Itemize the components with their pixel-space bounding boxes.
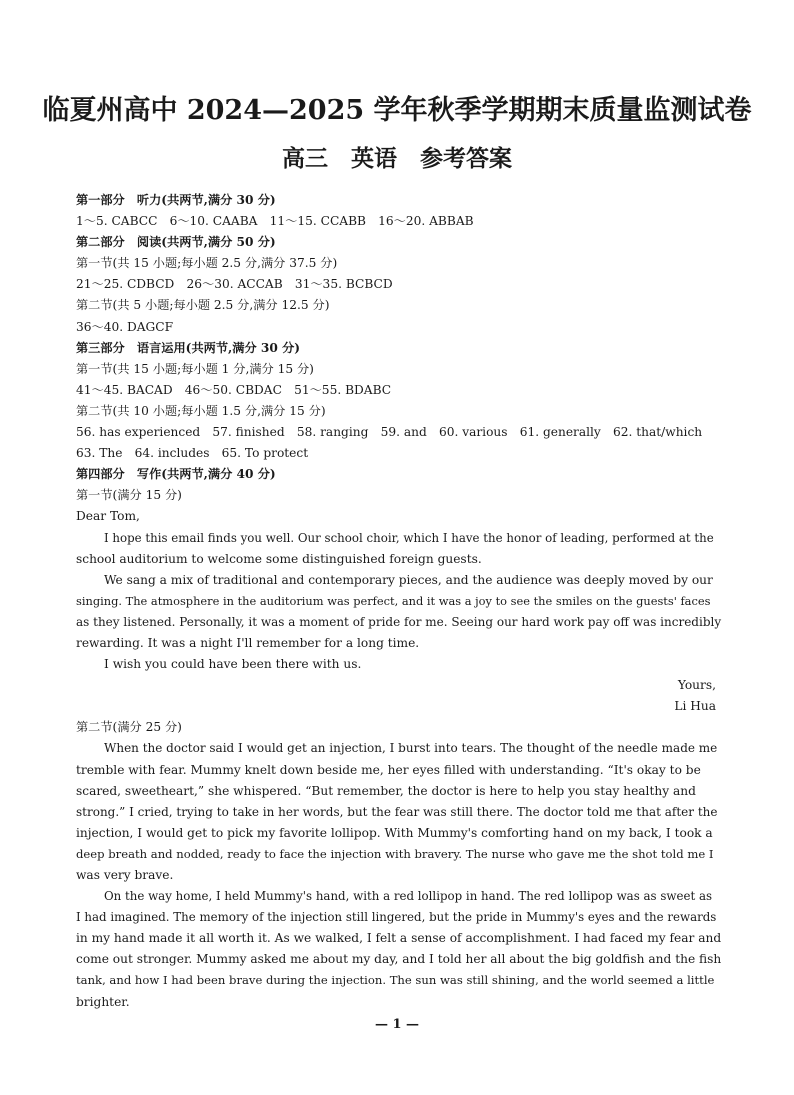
part2-section2-answers: 36～40. DAGCF [76,319,174,334]
letter-closing: Yours, [677,678,716,693]
letter-line: I wish you could have been there with us. [104,657,362,672]
part2-section2-heading: 第二节(共 5 小题;每小题 2.5 分,满分 12.5 分) [76,298,330,313]
part2-heading: 第二部分 阅读(共两节,满分 50 分) [76,235,276,250]
story-line: strong.” I cried, trying to take in her words, but the fear was still there. The doctor told me that after the [76,804,718,819]
part3-section2-answers-line2: 63. The 64. includes 65. To protect [76,446,309,461]
story-line: tremble with fear. Mummy knelt down beside me, her eyes filled with understanding. “It's okay to be [76,762,701,777]
document-subtitle: 高三 英语 参考答案 [282,145,512,172]
story-line: come out stronger. Mummy asked me about my day, and I told her all about the big goldfish and the fish [76,952,722,967]
letter-line: We sang a mix of traditional and contemporary pieces, and the audience was deeply moved by our [104,572,713,587]
story-line: brighter. [76,994,130,1009]
part1-heading: 第一部分 听力(共两节,满分 30 分) [76,193,276,207]
part3-section1-answers: 41～45. BACAD 46～50. CBDAC 51～55. BDABC [76,382,392,397]
letter-body [76,506,720,717]
story-body [76,738,720,1012]
story-line: was very brave. [76,868,174,882]
document-title: 临夏州高中 2024—2025 学年秋季学期期末质量监测试卷 [42,95,752,126]
story-line: I had imagined. The memory of the injection still lingered, but the pride in Mummy's eyes and the rewards [76,910,717,925]
part1-answers: 1～5. CABCC 6～10. CAABA 11～15. CCABB 16～20. ABBAB [76,214,474,229]
story-line: injection, I would get to pick my favorite lollipop. With Mummy's comforting hand on my back, I took a [76,825,713,840]
story-line: tank, and how I had been brave during the injection. The sun was still shining, and the world seemed a little [76,973,715,988]
letter-line: school auditorium to welcome some distinguished foreign guests. [76,551,482,566]
part4-heading: 第四部分 写作(共两节,满分 40 分) [76,467,276,482]
part2-section1-heading: 第一节(共 15 小题;每小题 2.5 分,满分 37.5 分) [76,256,338,271]
page-number: — 1 — [374,1017,420,1032]
story-line: When the doctor said I would get an injection, I burst into tears. The thought of the needle made me [104,741,718,756]
story-line: deep breath and nodded, ready to face the injection with bravery. The nurse who gave me the shot told me I [76,846,714,861]
letter-line: rewarding. It was a night I'll remember for a long time. [76,635,420,650]
story-line: in my hand made it all worth it. As we walked, I felt a sense of accomplishment. I had faced my fear and [76,931,722,946]
part4-section2-heading: 第二节(满分 25 分) [76,720,182,735]
letter-signature: Li Hua [674,699,716,714]
letter-line: as they listened. Personally, it was a moment of pride for me. Seeing our hard work pay off was incredibly [76,614,722,629]
part3-heading: 第三部分 语言运用(共两节,满分 30 分) [76,340,301,355]
letter-greeting: Dear Tom, [76,509,140,524]
answer-content [76,190,720,1013]
part3-section1-heading: 第一节(共 15 小题;每小题 1 分,满分 15 分) [76,361,314,376]
part4-section1-heading: 第一节(满分 15 分) [76,488,182,503]
story-line: On the way home, I held Mummy's hand, with a red lollipop in hand. The red lollipop was as sweet as [104,889,713,904]
letter-line: I hope this email finds you well. Our school choir, which I have the honor of leading, performed at the [104,530,714,545]
letter-line: singing. The atmosphere in the auditorium was perfect, and it was a joy to see the smiles on the guests' faces [76,593,711,608]
part2-section1-answers: 21～25. CDBCD 26～30. ACCAB 31～35. BCBCD [76,277,393,292]
story-line: scared, sweetheart,” she whispered. “But remember, the doctor is here to help you stay healthy and [76,783,696,798]
part3-section2-heading: 第二节(共 10 小题;每小题 1.5 分,满分 15 分) [76,403,326,418]
part3-section2-answers-line1: 56. has experienced 57. finished 58. ranging 59. and 60. various 61. generally 62. that/which [76,425,703,440]
